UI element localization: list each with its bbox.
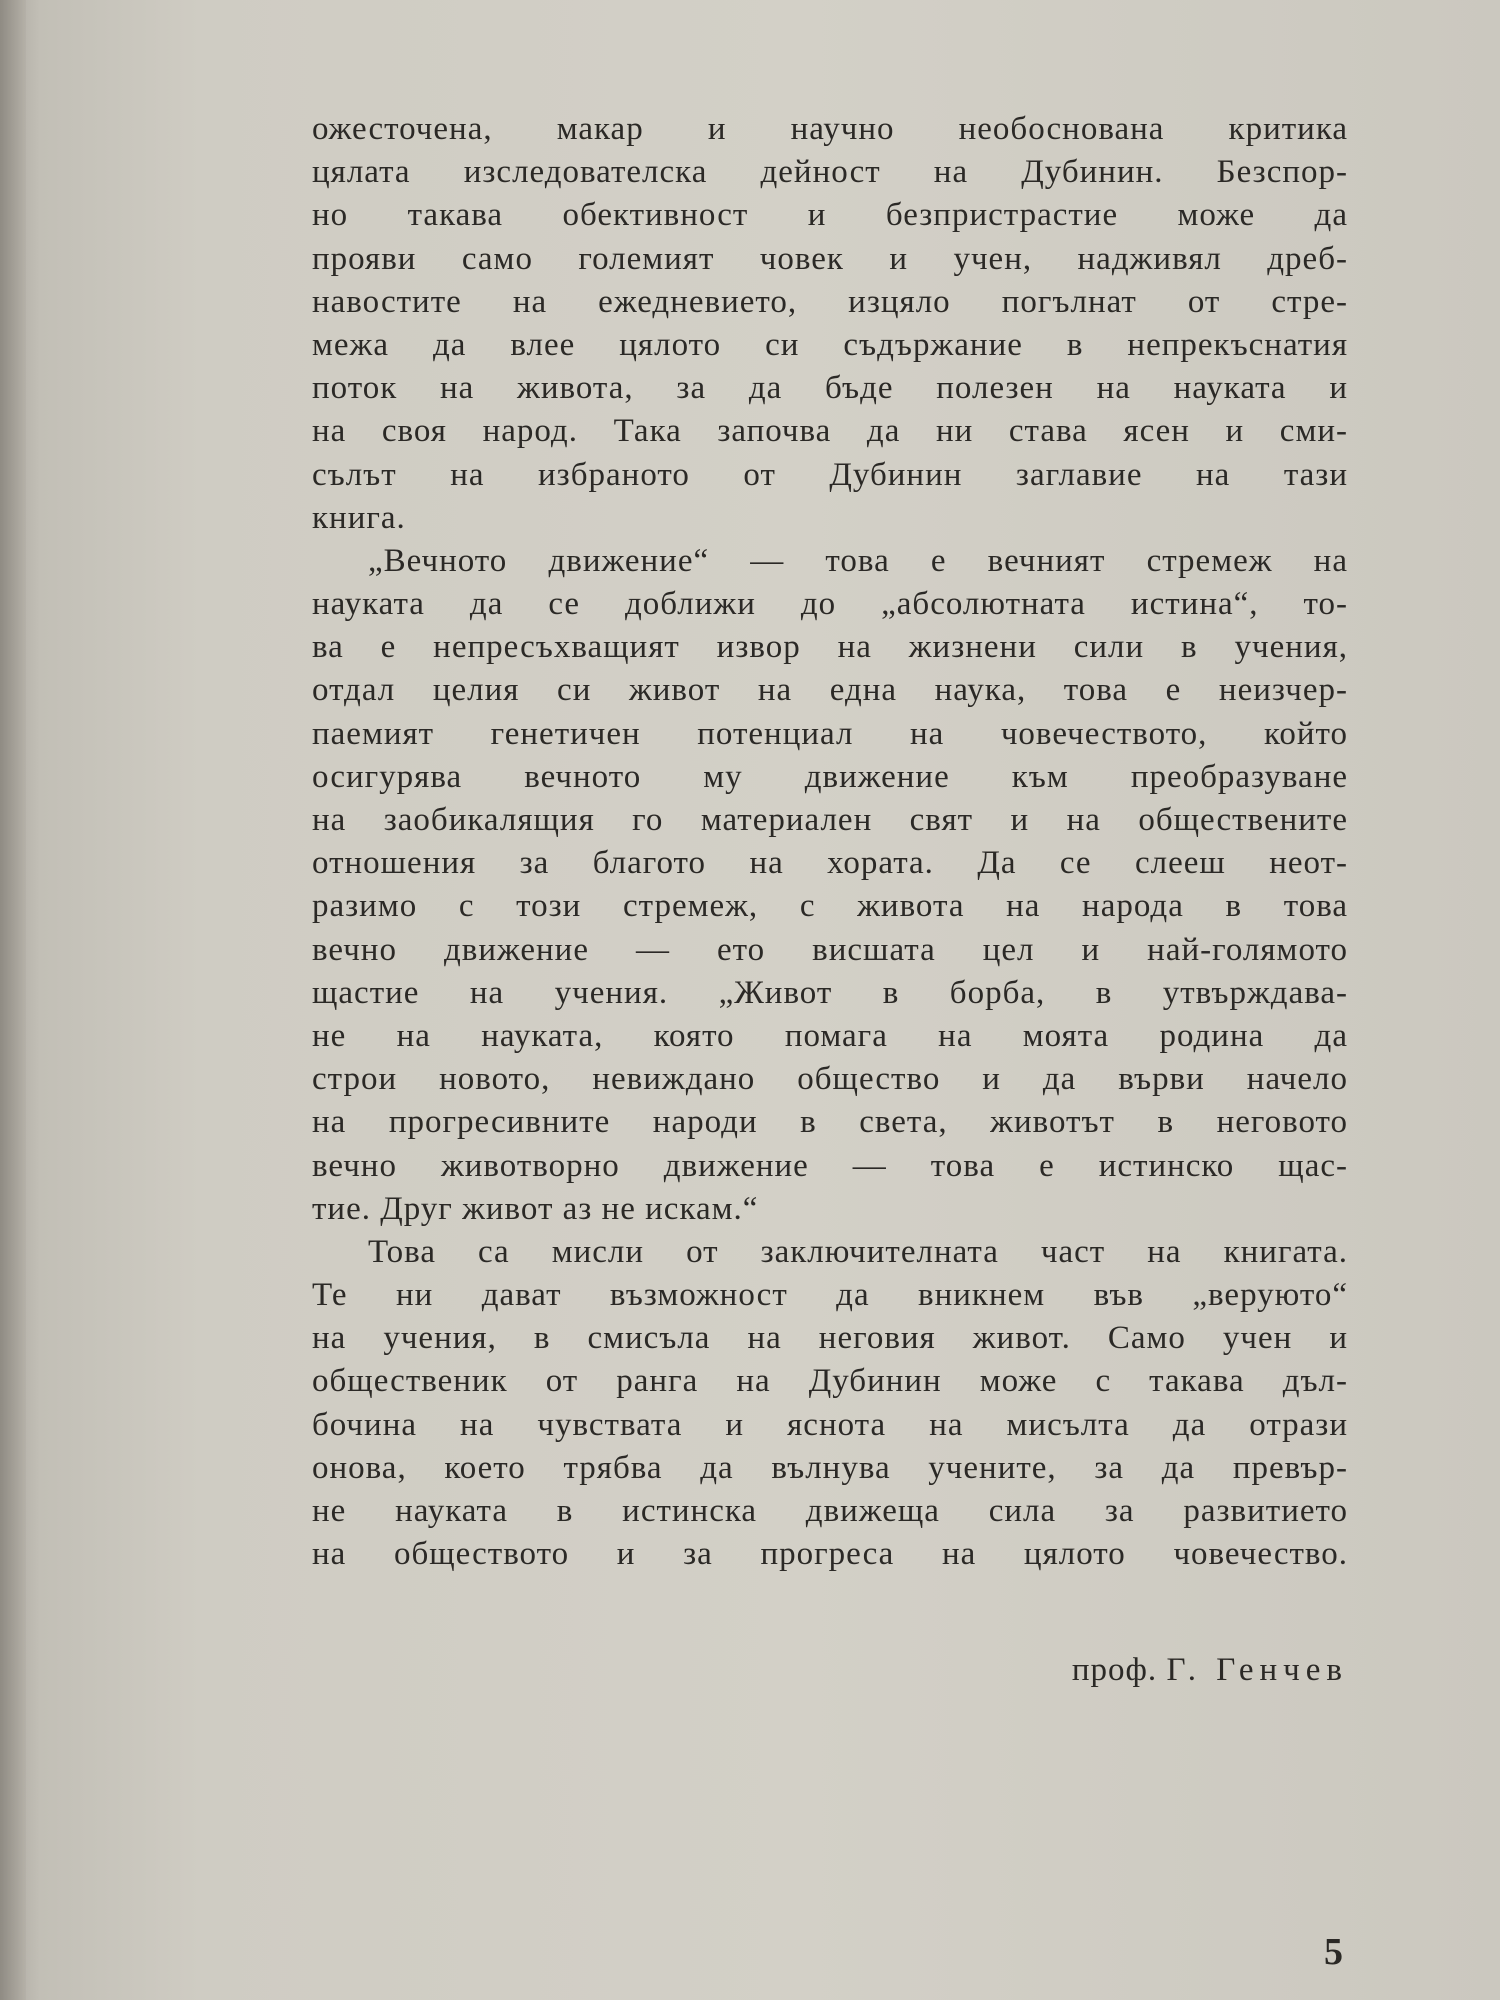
- text-line: разимо с този стремеж, с живота на народа в това: [312, 888, 1348, 925]
- text-line: сълът на избраното от Дубинин заглавие на тази: [312, 456, 1348, 493]
- text-line: на своя народ. Така започва да ни става ясен и сми-: [312, 413, 1348, 450]
- signature-name: Г. Генчев: [1166, 1652, 1348, 1688]
- text-line: прояви само големият човек и учен, надживял дреб-: [312, 240, 1348, 277]
- text-line: осигурява вечното му движение към преобразуване: [312, 758, 1348, 795]
- text-line: ожесточена, макар и научно необоснована критика: [312, 111, 1348, 147]
- text-line: но такава обективност и безпристрастие може да: [312, 197, 1348, 234]
- text-line: отдал целия си живот на една наука, това е неизчер-: [312, 672, 1348, 709]
- page-edge-shadow: [0, 0, 26, 2000]
- text-line: не науката в истинска движеща сила за развитието: [312, 1493, 1348, 1529]
- text-line: паемият генетичен потенциал на човечеството, който: [312, 715, 1348, 752]
- author-signature: [1072, 1652, 1348, 1689]
- text-line: ва е непресъхващият извор на жизнени сили в учения,: [312, 629, 1348, 666]
- text-line: общественик от ранга на Дубинин може с такава дъл-: [312, 1363, 1348, 1400]
- text-line: на учения, в смисъла на неговия живот. Само учен и: [312, 1320, 1348, 1357]
- page-number: 5: [1324, 1931, 1343, 1973]
- text-line: не на науката, която помага на моята родина да: [312, 1017, 1348, 1054]
- text-line: межа да влее цялото си съдържание в непрекъснатия: [312, 326, 1348, 363]
- text-line: Те ни дават възможност да вникнем във „веруюто“: [312, 1277, 1348, 1314]
- text-line: Това са мисли от заключителната част на книгата.: [368, 1233, 1348, 1270]
- text-line: цялата изследователска дейност на Дубинин. Безспор-: [312, 154, 1348, 191]
- text-line: на заобикалящия го материален свят и на обществените: [312, 802, 1348, 838]
- text-line: навостите на ежедневието, изцяло погълнат от стре-: [312, 283, 1348, 320]
- text-line: тие. Друг живот аз не искам.“: [312, 1190, 759, 1227]
- signature-title: проф.: [1071, 1652, 1158, 1688]
- text-line: поток на живота, за да бъде полезен на науката и: [312, 370, 1348, 407]
- text-line: на обществото и за прогреса на цялото човечество.: [312, 1536, 1348, 1573]
- page-body: [312, 108, 1348, 1576]
- text-line: на прогресивните народи в света, животът в неговото: [312, 1104, 1348, 1141]
- text-line: бочина на чувствата и яснота на мисълта да отрази: [312, 1406, 1348, 1443]
- text-line: вечно движение — ето висшата цел и най-голямото: [312, 931, 1348, 968]
- text-line: вечно животворно движение — това е истинско щас-: [312, 1147, 1348, 1184]
- text-line: щастие на учения. „Живот в борба, в утвърждава-: [312, 974, 1348, 1011]
- text-line: „Вечното движение“ — това е вечният стремеж на: [368, 542, 1348, 579]
- text-line: строи новото, невиждано общество и да върви начело: [312, 1061, 1348, 1098]
- text-line: отношения за благото на хората. Да се слееш неот-: [312, 845, 1348, 882]
- text-line: книга.: [312, 499, 406, 536]
- text-line: науката да се доближи до „абсолютната истина“, то-: [312, 586, 1348, 623]
- text-line: онова, което трябва да вълнува учените, за да превър-: [312, 1449, 1348, 1486]
